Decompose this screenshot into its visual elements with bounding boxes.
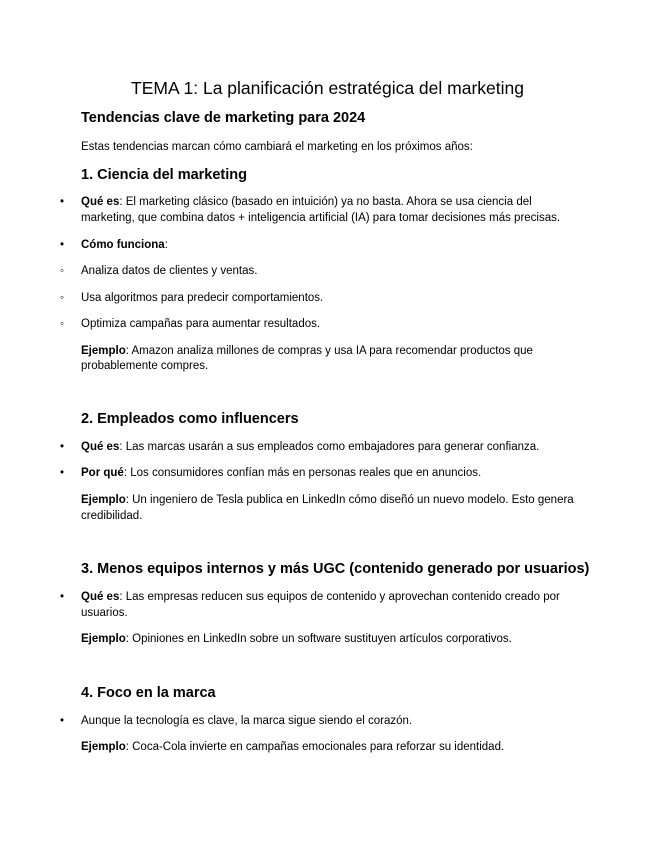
document-title: TEMA 1: La planificación estratégica del marketing: [131, 78, 524, 98]
s3-example-label: Ejemplo: [81, 633, 126, 645]
s1-how-colon: :: [164, 239, 168, 251]
sub-bullet-icon: ◦: [60, 292, 65, 304]
s3-example: [81, 631, 512, 647]
bullet-icon: •: [60, 715, 65, 727]
bullet-icon: •: [60, 441, 65, 453]
s2-what-label: Qué es: [81, 441, 120, 453]
s4-example: [81, 739, 504, 755]
s1-example-line1: [81, 343, 533, 359]
s1-sub2: Usa algoritmos para predecir comportamientos.: [81, 292, 324, 304]
s1-example-line2: probablemente compres.: [81, 360, 209, 372]
s1-sub3: Optimiza campañas para aumentar resultados.: [81, 318, 321, 330]
s1-what-line2: marketing, que combina datos + inteligencia artificial (IA) para tomar decisiones más precisas.: [81, 212, 561, 224]
s1-sub1: Analiza datos de clientes y ventas.: [81, 265, 258, 277]
s3-what-line2: usuarios.: [81, 607, 128, 619]
sub-bullet-icon: ◦: [60, 265, 65, 277]
s1-what-label: Qué es: [81, 196, 120, 208]
s1-how-label: Cómo funciona: [81, 239, 165, 251]
heading-ciencia-marketing: 1. Ciencia del marketing: [81, 167, 248, 183]
s2-what: [81, 439, 539, 455]
intro-paragraph: Estas tendencias marcan cómo cambiará el marketing en los próximos años:: [81, 141, 473, 153]
bullet-icon: •: [60, 196, 65, 208]
s2-why-label: Por qué: [81, 467, 124, 479]
s3-what-label: Qué es: [81, 591, 120, 603]
s3-what-text: : Las empresas reducen sus equipos de contenido y aprovechan contenido creado por: [119, 591, 560, 603]
s2-example-label: Ejemplo: [81, 494, 126, 506]
s2-why-text: : Los consumidores confían más en personas reales que en anuncios.: [123, 467, 482, 479]
s4-bullet-text: Aunque la tecnología es clave, la marca sigue siendo el corazón.: [81, 715, 413, 727]
bullet-icon: •: [60, 591, 65, 603]
s2-example-line2: credibilidad.: [81, 510, 143, 522]
bullet-icon: •: [60, 239, 65, 251]
s1-how: [81, 237, 168, 253]
s1-what-line1: [81, 194, 532, 210]
section-subtitle: Tendencias clave de marketing para 2024: [81, 110, 366, 126]
s2-why: [81, 465, 481, 481]
s4-example-text: : Coca-Cola invierte en campañas emocionales para reforzar su identidad.: [125, 741, 505, 753]
s1-example-label: Ejemplo: [81, 345, 126, 357]
s2-what-text: : Las marcas usarán a sus empleados como embajadores para generar confianza.: [119, 441, 540, 453]
sub-bullet-icon: ◦: [60, 318, 65, 330]
s3-example-text: : Opiniones en LinkedIn sobre un software sustituyen artículos corporativos.: [125, 633, 512, 645]
s4-example-label: Ejemplo: [81, 741, 126, 753]
s2-example-line1: [81, 492, 574, 508]
s3-what-line1: [81, 589, 560, 605]
s1-example-text: : Amazon analiza millones de compras y usa IA para recomendar productos que: [125, 345, 533, 357]
heading-empleados-influencers: 2. Empleados como influencers: [81, 411, 299, 427]
heading-menos-equipos-ugc: 3. Menos equipos internos y más UGC (contenido generado por usuarios): [81, 561, 590, 577]
s1-what-text: : El marketing clásico (basado en intuición) ya no basta. Ahora se usa ciencia del: [119, 196, 532, 208]
s2-example-text: : Un ingeniero de Tesla publica en LinkedIn cómo diseñó un nuevo modelo. Esto genera: [125, 494, 574, 506]
bullet-icon: •: [60, 467, 65, 479]
heading-foco-marca: 4. Foco en la marca: [81, 685, 216, 701]
